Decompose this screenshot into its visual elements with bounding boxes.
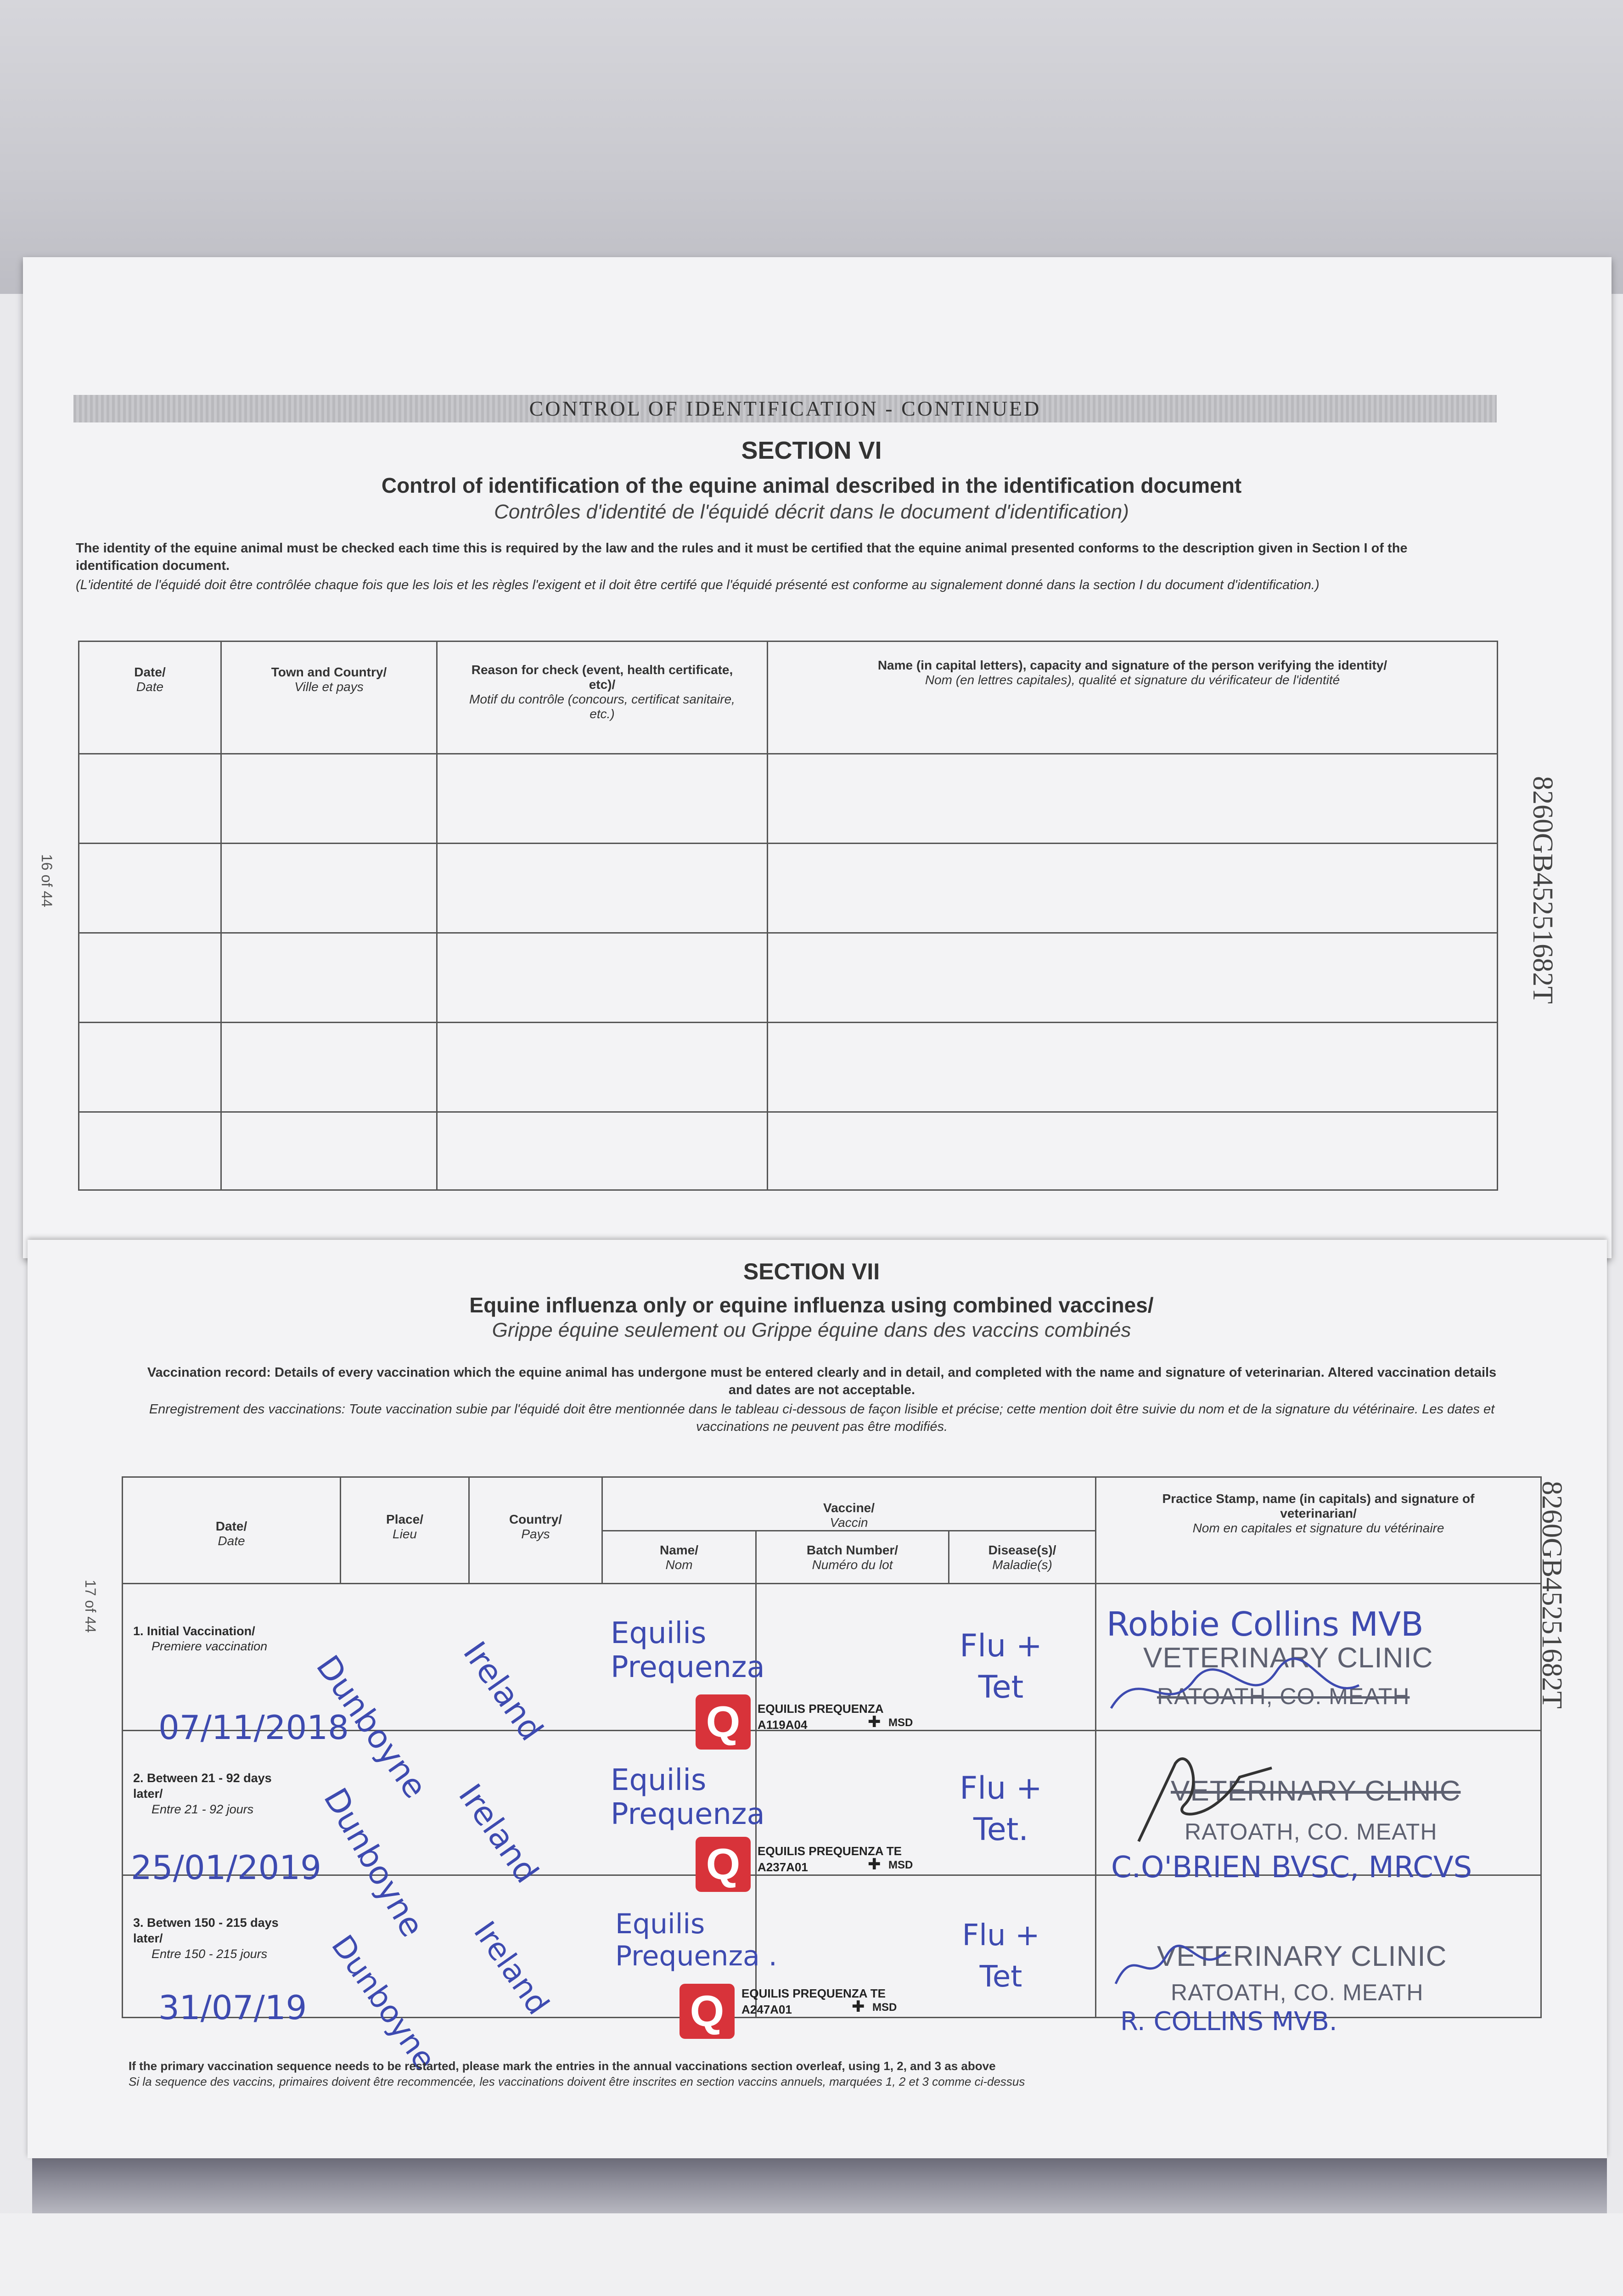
page-number-16: 16 of 44	[39, 854, 55, 907]
row1-msd: MSD	[888, 1716, 913, 1729]
row3-stamp-line1: VETERINARY CLINIC	[1157, 1941, 1447, 1972]
msd-logo-icon: ✚	[852, 1998, 865, 2015]
table-row	[79, 844, 1498, 933]
row2-disease: Flu + Tet.	[960, 1770, 1042, 1848]
section-header-band	[73, 395, 1497, 422]
col-place: Place/	[386, 1512, 423, 1526]
section7-intro: Vaccination record: Details of every vaccination which the equine animal has undergone must be entered clearly and in detail, and completed with the name and signature of veterinarian. Altered vaccination details and dates are not acceptable.	[147, 1365, 1497, 1397]
row1-date: 07/11/2018	[158, 1708, 349, 1747]
col-town-country: Town and Country/	[271, 665, 387, 679]
footnote: If the primary vaccination sequence needs to be restarted, please mark the entries in the annual vaccinations section overleaf, using 1, 2, and 3 as above	[129, 2059, 996, 2073]
scan-bottom-margin	[0, 2213, 1623, 2296]
row3-label-fr: Entre 150 - 215 jours	[152, 1947, 268, 1961]
row3-msd: MSD	[872, 2001, 897, 2014]
row1-place: Dunboyne	[309, 1649, 434, 1805]
scan-top-shadow	[0, 0, 1623, 294]
col-reason: Reason for check (event, health certificate, etc)/	[471, 663, 733, 692]
row3-disease: Flu + Tet	[962, 1919, 1040, 1994]
col-batch-number: Batch Number/	[806, 1543, 899, 1557]
row1-stamp-line1: VETERINARY CLINIC	[1143, 1642, 1433, 1674]
row1-product: EQUILIS PREQUENZA	[758, 1702, 884, 1716]
id-code-top: 8260GB45251682T	[1527, 776, 1558, 1004]
col-verifier-fr: Nom (en lettres capitales), qualité et signature du vérificateur de l'identité	[925, 673, 1340, 687]
col-vaccine-fr: Vaccin	[830, 1515, 868, 1530]
row1-stamp-line2: RATOATH, CO. MEATH	[1157, 1683, 1410, 1709]
identity-check-header-row	[79, 642, 1498, 754]
row2-place: Dunboyne	[316, 1782, 432, 1943]
msd-logo-icon: ✚	[868, 1713, 881, 1731]
col-country-fr: Pays	[521, 1527, 550, 1541]
col-disease-fr: Maladie(s)	[992, 1558, 1052, 1572]
col-country: Country/	[509, 1512, 562, 1526]
section7-subtitle-fr: Grippe équine seulement ou Grippe équine dans des vaccins combinés	[492, 1319, 1131, 1341]
col-vacc-date: Date/	[215, 1519, 247, 1533]
msd-logo-icon: ✚	[868, 1856, 881, 1873]
col-place-fr: Lieu	[393, 1527, 417, 1541]
col-verifier: Name (in capital letters), capacity and signature of the person verifying the identity/	[877, 658, 1387, 672]
id-code-bottom: 8260GB45251682T	[1536, 1481, 1567, 1709]
row3-stamp-line2: RATOATH, CO. MEATH	[1171, 1980, 1424, 2005]
row2-product: EQUILIS PREQUENZA TE	[758, 1844, 902, 1858]
col-batch-number-fr: Numéro du lot	[812, 1558, 893, 1572]
row2-label-fr: Entre 21 - 92 jours	[152, 1802, 254, 1816]
row3-label: 3. Betwen 150 - 215 days later/	[133, 1916, 279, 1945]
signature-scribble	[1106, 1938, 1244, 1993]
header-band-text: CONTROL OF IDENTIFICATION - CONTINUED	[529, 397, 1041, 420]
row3-vet-name: R. COLLINS MVB.	[1120, 2007, 1337, 2037]
row3-batch: A247A01	[741, 2003, 792, 2016]
page-number-17: 17 of 44	[82, 1580, 99, 1633]
row2-batch: A237A01	[758, 1860, 808, 1874]
row1-vaccine-name: Equilis Prequenza	[611, 1616, 765, 1684]
col-disease: Disease(s)/	[988, 1543, 1056, 1557]
col-vacc-date-fr: Date	[218, 1534, 245, 1548]
row3-date: 31/07/19	[158, 1988, 307, 2027]
row3-vaccine-name: Equilis Prequenza .	[615, 1908, 777, 1972]
table-row	[79, 1112, 1498, 1190]
col-vaccine: Vaccine/	[823, 1501, 875, 1515]
row2-stamp-line2: RATOATH, CO. MEATH	[1185, 1819, 1438, 1845]
row1-label-fr: Premiere vaccination	[152, 1639, 268, 1653]
col-town-country-fr: Ville et pays	[294, 680, 364, 694]
row3-product: EQUILIS PREQUENZA TE	[741, 1986, 886, 2000]
vaccination-table	[122, 1476, 1542, 2018]
row1-disease: Flu + Tet	[960, 1628, 1042, 1705]
table-row	[79, 754, 1498, 844]
col-vaccine-name-fr: Nom	[665, 1558, 693, 1572]
section6-intro-fr: (L'identité de l'équidé doit être contrôlée chaque fois que les lois et les règles l'exigent et il doit être certifé que l'équidé présenté est conforme au signalement donné dans la section I du document d'identification.)	[76, 578, 1320, 592]
col-date-fr: Date	[136, 680, 164, 694]
row1-country: Ireland	[455, 1635, 550, 1748]
row3-place: Dunboyne	[324, 1929, 443, 2077]
row1-batch: A119A04	[758, 1718, 808, 1732]
row2-label: 2. Between 21 - 92 days later/	[133, 1771, 272, 1801]
identity-check-table	[78, 641, 1498, 1191]
q-logo-icon: Q	[696, 1837, 751, 1892]
q-logo-icon: Q	[680, 1984, 735, 2039]
section6-intro: The identity of the equine animal must be checked each time this is required by the law and the rules and it must be certified that the equine animal presented conforms to the description given in Section I of the identification document.	[76, 541, 1408, 573]
table-row	[79, 933, 1498, 1023]
section6-subtitle-fr: Contrôles d'identité de l'équidé décrit dans le document d'identification)	[494, 501, 1129, 523]
row2-country: Ireland	[451, 1777, 546, 1890]
section7-subtitle: Equine influenza only or equine influenza using combined vaccines/	[469, 1293, 1154, 1317]
section6-title: SECTION VI	[741, 437, 882, 464]
page-bottom-edge	[32, 2158, 1607, 2213]
row1-vet-name: Robbie Collins MVB	[1106, 1605, 1424, 1643]
q-logo-icon: Q	[696, 1694, 751, 1750]
row2-msd: MSD	[888, 1859, 913, 1871]
row2-stamp-line1: VETERINARY CLINIC	[1171, 1775, 1461, 1807]
table-row	[79, 1023, 1498, 1112]
col-vaccine-name: Name/	[659, 1543, 699, 1557]
row1-label: 1. Initial Vaccination/	[133, 1624, 255, 1638]
row2-vet-name: C.O'BRIEN BVSC, MRCVS	[1111, 1851, 1472, 1885]
footnote-fr: Si la sequence des vaccins, primaires doivent être recommencée, les vaccinations doivent être inscrites en section vaccins annuels, marquées 1, 2 et 3 comme ci-dessus	[129, 2075, 1025, 2088]
signature-scribble	[1120, 1750, 1304, 1851]
col-reason-fr: Motif du contrôle (concours, certificat sanitaire, etc.)	[469, 692, 735, 721]
col-date: Date/	[134, 665, 166, 679]
col-practice-stamp-fr: Nom en capitales et signature du vétérinaire	[1192, 1521, 1444, 1535]
row2-vaccine-name: Equilis Prequenza	[611, 1763, 765, 1831]
signature-scribble	[1102, 1653, 1377, 1722]
section7-intro-fr: Enregistrement des vaccinations: Toute vaccination subie par l'équidé doit être mentionnée dans le tableau ci-dessous de façon lisible et précise; cette mention doit être suivie du nom et de la signature du vétérinaire. Les dates et vaccinations ne peuvent pas être modifiés.	[149, 1402, 1495, 1434]
vaccination-header-row	[123, 1477, 1541, 1531]
section6-subtitle: Control of identification of the equine animal described in the identification document	[381, 473, 1242, 497]
col-practice-stamp: Practice Stamp, name (in capitals) and signature of veterinarian/	[1162, 1491, 1475, 1520]
row3-country: Ireland	[466, 1915, 556, 2021]
section7-title: SECTION VII	[743, 1259, 880, 1284]
row2-date: 25/01/2019	[131, 1848, 321, 1887]
